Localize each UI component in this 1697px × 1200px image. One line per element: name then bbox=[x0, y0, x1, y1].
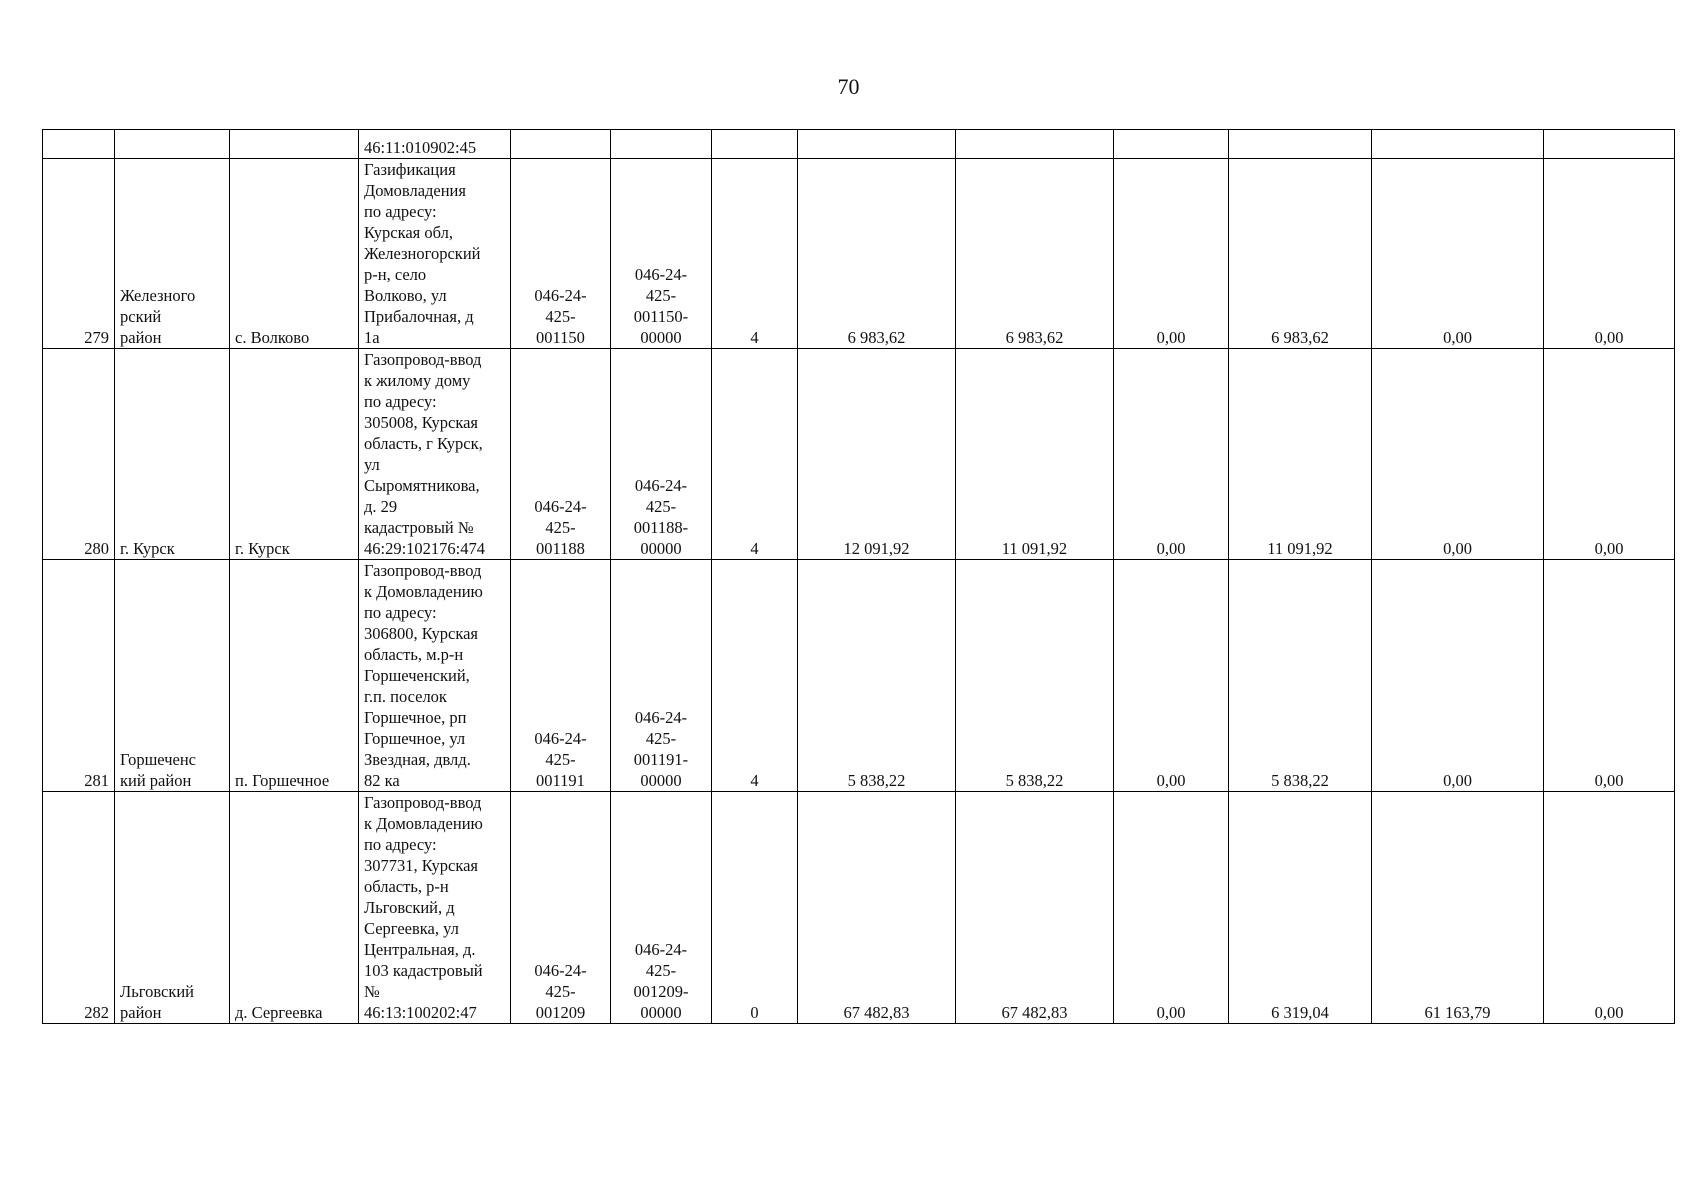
qty-cell: 4 bbox=[712, 560, 798, 792]
objects-table bbox=[42, 129, 1675, 1024]
qty-cell: 4 bbox=[712, 349, 798, 560]
num-cell: 282 bbox=[43, 792, 115, 1024]
code1-cell bbox=[511, 792, 611, 1024]
value-cell: 0,00 bbox=[1114, 159, 1229, 349]
qty-cell: 4 bbox=[712, 159, 798, 349]
value-cell: 61 163,79 bbox=[1372, 792, 1544, 1024]
value-cell bbox=[1114, 130, 1229, 159]
district-cell bbox=[115, 130, 230, 159]
value-cell: 0,00 bbox=[1544, 159, 1675, 349]
value-cell: 5 838,22 bbox=[798, 560, 956, 792]
qty-cell bbox=[712, 130, 798, 159]
code2-cell bbox=[611, 349, 712, 560]
code2-cell bbox=[611, 792, 712, 1024]
district-text: Железного рский район bbox=[120, 286, 196, 347]
value-cell: 6 983,62 bbox=[798, 159, 956, 349]
locality-cell: п. Горшечное bbox=[230, 560, 359, 792]
code2-cell bbox=[611, 130, 712, 159]
value-cell: 6 983,62 bbox=[1229, 159, 1372, 349]
district-text: г. Курск bbox=[120, 539, 175, 558]
code2-cell bbox=[611, 159, 712, 349]
district-text: Горшеченс кий район bbox=[120, 750, 196, 790]
code1-cell bbox=[511, 159, 611, 349]
district-cell bbox=[115, 349, 230, 560]
value-cell bbox=[1229, 130, 1372, 159]
district-text: Льговский район bbox=[120, 982, 195, 1022]
value-cell: 11 091,92 bbox=[956, 349, 1114, 560]
district-cell bbox=[115, 792, 230, 1024]
value-cell: 0,00 bbox=[1372, 159, 1544, 349]
value-cell bbox=[956, 130, 1114, 159]
locality-cell: с. Волково bbox=[230, 159, 359, 349]
value-cell: 67 482,83 bbox=[956, 792, 1114, 1024]
value-cell bbox=[1372, 130, 1544, 159]
description-cell bbox=[359, 130, 511, 159]
value-cell bbox=[1544, 130, 1675, 159]
table-row bbox=[43, 560, 1675, 792]
district-cell bbox=[115, 159, 230, 349]
value-cell: 0,00 bbox=[1544, 560, 1675, 792]
value-cell: 0,00 bbox=[1114, 560, 1229, 792]
value-cell: 0,00 bbox=[1372, 560, 1544, 792]
description-text: Газопровод-ввод к жилому дому по адресу: 305008, Курская область, г Курск, ул Сыромятникова, д. 29 кадастровый № 46:29:102176:474 bbox=[364, 350, 486, 558]
table-row bbox=[43, 130, 1675, 159]
value-cell: 6 983,62 bbox=[956, 159, 1114, 349]
description-cell bbox=[359, 560, 511, 792]
code1-cell bbox=[511, 349, 611, 560]
district-cell bbox=[115, 560, 230, 792]
value-cell: 0,00 bbox=[1544, 792, 1675, 1024]
value-cell: 0,00 bbox=[1372, 349, 1544, 560]
description-text: 46:11:010902:45 bbox=[364, 138, 477, 157]
description-cell bbox=[359, 792, 511, 1024]
code1-text: 046-24- 425- 001209 bbox=[534, 961, 587, 1022]
value-cell: 67 482,83 bbox=[798, 792, 956, 1024]
description-text: Газопровод-ввод к Домовладению по адресу: 306800, Курская область, м.р-н Горшеченский, г.п. поселок Горшечное, рп Горшечное, ул Звездная, двлд. 82 ка bbox=[364, 561, 483, 790]
num-cell bbox=[43, 130, 115, 159]
locality-cell bbox=[230, 130, 359, 159]
description-text: Газификация Домовладения по адресу: Курская обл, Железногорский р-н, село Волково, ул Прибалочная, д 1а bbox=[364, 160, 481, 347]
locality-cell: д. Сергеевка bbox=[230, 792, 359, 1024]
description-text: Газопровод-ввод к Домовладению по адресу: 307731, Курская область, р-н Льговский, д Сергеевка, ул Центральная, д. 103 кадастровый № 46:13:100202:47 bbox=[364, 793, 483, 1022]
value-cell: 6 319,04 bbox=[1229, 792, 1372, 1024]
code2-text: 046-24- 425- 001150- 00000 bbox=[633, 265, 689, 347]
num-cell: 280 bbox=[43, 349, 115, 560]
value-cell: 0,00 bbox=[1114, 349, 1229, 560]
page-number: 70 bbox=[837, 74, 860, 99]
description-cell bbox=[359, 349, 511, 560]
code1-text: 046-24- 425- 001150 bbox=[534, 286, 587, 347]
table-row bbox=[43, 159, 1675, 349]
value-cell: 11 091,92 bbox=[1229, 349, 1372, 560]
value-cell bbox=[798, 130, 956, 159]
description-cell bbox=[359, 159, 511, 349]
code2-cell bbox=[611, 560, 712, 792]
code1-text: 046-24- 425- 001188 bbox=[534, 497, 587, 558]
code1-cell bbox=[511, 560, 611, 792]
table-row bbox=[43, 349, 1675, 560]
table-row bbox=[43, 792, 1675, 1024]
code1-cell bbox=[511, 130, 611, 159]
value-cell: 12 091,92 bbox=[798, 349, 956, 560]
value-cell: 0,00 bbox=[1544, 349, 1675, 560]
num-cell: 281 bbox=[43, 560, 115, 792]
code2-text: 046-24- 425- 001191- 00000 bbox=[633, 708, 689, 790]
value-cell: 5 838,22 bbox=[956, 560, 1114, 792]
qty-cell: 0 bbox=[712, 792, 798, 1024]
num-cell: 279 bbox=[43, 159, 115, 349]
value-cell: 5 838,22 bbox=[1229, 560, 1372, 792]
code2-text: 046-24- 425- 001188- 00000 bbox=[633, 476, 689, 558]
locality-cell: г. Курск bbox=[230, 349, 359, 560]
value-cell: 0,00 bbox=[1114, 792, 1229, 1024]
code2-text: 046-24- 425- 001209- 00000 bbox=[633, 940, 689, 1022]
code1-text: 046-24- 425- 001191 bbox=[534, 729, 587, 790]
